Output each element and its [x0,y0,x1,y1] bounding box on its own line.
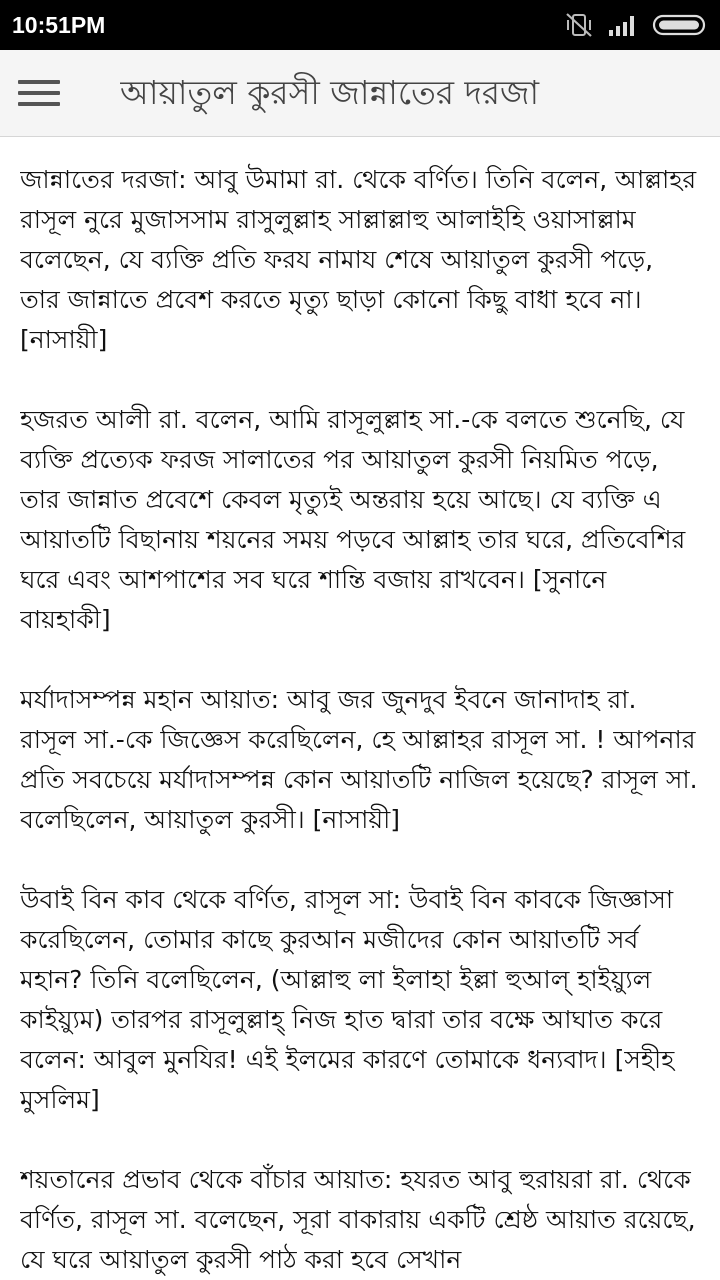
battery-icon [652,13,708,37]
article-content[interactable] [20,160,700,1280]
paragraph: হজরত আলী রা. বলেন, আমি রাসূলুল্লাহ সা.-কে বলতে শুনেছি, যে ব্যক্তি প্রত্যেক ফরজ সালাতের পর আয়াতুল কুরসী নিয়মিত পড়ে, তার জান্নাত প্রবেশে কেবল মৃত্যুই অন্তরায় হয়ে আছে। যে ব্যক্তি এ আয়াতটি বিছানায় শয়নের সময় পড়বে আল্লাহ তার ঘরে, প্রতিবেশির ঘরে এবং আশপাশের সব ঘরে শান্তি বজায় রাখবেন। [সুনানে বায়হাকী] [20,405,686,634]
page-title: আয়াতুল কুরসী জান্নাতের দরজা [120,73,540,112]
status-time: 10:51PM [12,12,106,38]
vibrate-off-icon [564,12,594,38]
status-icons [564,11,708,39]
paragraph: জান্নাতের দরজা: আবু উমামা রা. থেকে বর্ণিত। তিনি বলেন, আল্লাহর রাসূল নুরে মুজাসসাম রাসুলুল্লাহ সাল্লাল্লাহু আলাইহি ওয়াসাল্লাম বলেছেন, যে ব্যক্তি প্রতি ফরয নামায শেষে আয়াতুল কুরসী পড়ে, তার জান্নাতে প্রবেশ করতে মৃত্যু ছাড়া কোনো কিছু বাধা হবে না। [নাসায়ী] [20,165,697,354]
status-bar [0,0,720,50]
paragraph: উবাই বিন কাব থেকে বর্ণিত, রাসূল সা: উবাই বিন কাবকে জিজ্ঞাসা করেছিলেন, তোমার কাছে কুরআন মজীদের কোন আয়াতটি সর্ব মহান? তিনি বলেছিলেন, (আল্লাহু লা ইলাহা ইল্লা হুআল্ হাইয়্যুল কাইয়্যুম) তারপর রাসূলুল্লাহ্ নিজ হাত দ্বারা তার বক্ষে আঘাত করে বলেন: আবুল মুনযির! এই ইলমের কারণে তোমাকে ধন্যবাদ। [সহীহ মুসলিম] [20,885,675,1114]
paragraph: শয়তানের প্রভাব থেকে বাঁচার আয়াত: হযরত আবু হুরায়রা রা. থেকে বর্ণিত, রাসূল সা. বলেছেন, সূরা বাকারায় একটি শ্রেষ্ঠ আয়াত রয়েছে, যে ঘরে আয়াতুল কুরসী পাঠ করা হবে সেখান [20,1165,696,1274]
paragraph: মর্যাদাসম্পন্ন মহান আয়াত: আবু জর জুনদুব ইবনে জানাদাহ রা. রাসূল সা.-কে জিজ্ঞেস করেছিলেন, হে আল্লাহর রাসূল সা. ! আপনার প্রতি সবচেয়ে মর্যাদাসম্পন্ন কোন আয়াতটি নাজিল হয়েছে? রাসূল সা. বলেছিলেন, আয়াতুল কুরসী। [নাসায়ী] [20,685,698,834]
hamburger-menu-icon[interactable] [18,74,62,112]
app-bar [0,50,720,137]
signal-icon [608,13,638,37]
